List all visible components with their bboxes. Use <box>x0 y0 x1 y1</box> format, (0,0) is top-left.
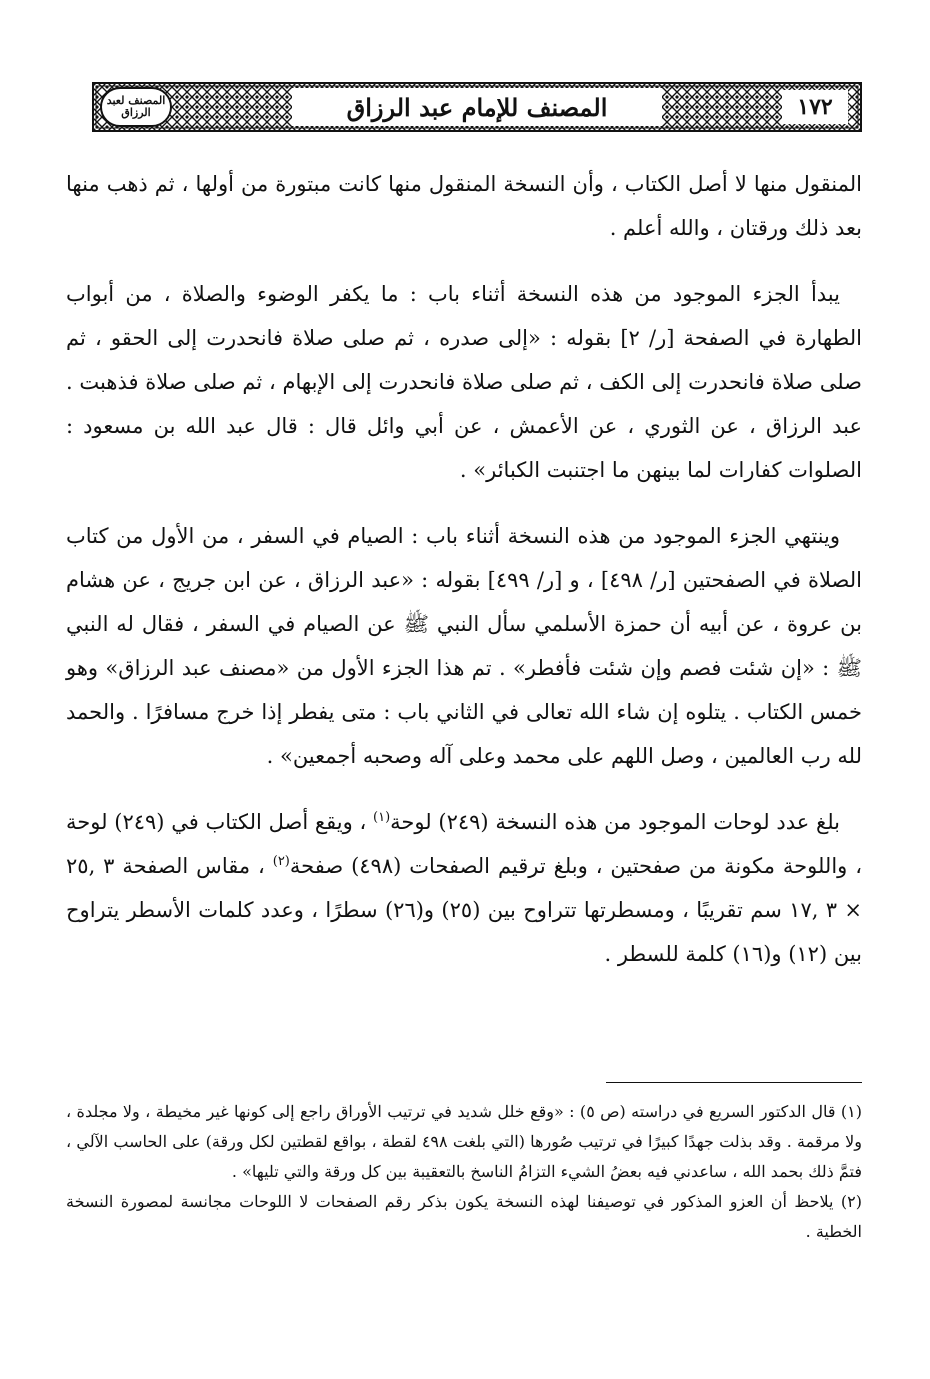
footnote-reference[interactable]: (١) <box>373 810 391 825</box>
paragraph: المنقول منها لا أصل الكتاب ، وأن النسخة المنقول منها كانت مبتورة من أولها ، ثم ذهب منها بعد ذلك ورقتان ، والله أعلم . <box>66 172 862 240</box>
paragraph <box>66 800 862 976</box>
paragraph: يبدأ الجزء الموجود من هذه النسخة أثناء باب : ما يكفر الوضوء والصلاة ، من أبواب الطهارة في الصفحة [ر/ ٢] بقوله : «إلى صدره ، ثم صلى صلاة فانحدرت إلى الحقو ، ثم صلى صلاة فانحدرت إلى الكف ، ثم صلى صلاة فانحدرت إلى الإبهام ، ثم صلى صلاة فذهبت . عبد الرزاق ، عن الثوري ، عن الأعمش ، عن أبي وائل قال : قال عبد الله بن مسعود : الصلوات كفارات لما بينهن ما اجتنبت الكبائر» . <box>66 282 863 482</box>
footnote: (٢) يلاحظ أن العزو المذكور في توصيفنا لهذه النسخة يكون بذكر رقم الصفحات لا اللوحات مجانسة لمصورة النسخة الخطية . <box>66 1192 862 1241</box>
footnote-reference[interactable]: (٢) <box>272 854 290 869</box>
paragraph-text: بلغ عدد لوحات الموجود من هذه النسخة (٢٤٩) لوحة <box>390 810 840 834</box>
publisher-seal <box>100 87 172 127</box>
paragraph-text: ، ويقع أصل الكتاب في (٢٤٩) لوحة ، واللوحة مكونة من صفحتين ، وبلغ ترقيم الصفحات (٤٩٨) صفحة <box>66 810 863 878</box>
page-header <box>92 82 862 132</box>
page-number: ١٧٢ <box>782 90 848 124</box>
footnote: (١) قال الدكتور السريع في دراسته (ص ٥) : «وقع خلل شديد في ترتيب الأوراق راجع إلى كونها غير مخيطة ، ولا مجلدة ، ولا مرقمة . وقد بذلت جهدًا كبيرًا في ترتيب صُورها (التي بلغت ٤٩٨ لقطة ، بواقع لقطتين لكل ورقة) على الحاسب الآلي ، فتمَّ ذلك بحمد الله ، ساعدني فيه بعضُ الشيء التزامُ الناسخ بالتعقيبة بين كل ورقة والتي تليها» . <box>66 1102 863 1181</box>
footnotes <box>66 1097 862 1247</box>
footnote-separator <box>606 1082 862 1083</box>
paragraph-text: ، مقاس الصفحة ٣ ,٢٥ × ٣ ,١٧ سم تقريبًا ، ومسطرتها تتراوح بين (٢٥) و(٢٦) سطرًا ، وعدد كلمات الأسطر يتراوح بين (١٢) و(١٦) كلمة للسطر . <box>66 854 862 966</box>
main-text <box>66 162 862 998</box>
running-title: المصنف للإمام عبد الرزاق <box>292 88 662 126</box>
paragraph: وينتهي الجزء الموجود من هذه النسخة أثناء باب : الصيام في السفر ، من الأول من كتاب الصلاة في الصفحتين [ر/ ٤٩٨] ، و [ر/ ٤٩٩] بقوله : «عبد الرزاق ، عن ابن جريج ، عن هشام بن عروة ، عن أبيه أن حمزة الأسلمي سأل النبي ﷺ عن الصيام في السفر ، فقال له النبي ﷺ : «إن شئت فصم وإن شئت فأفطر» . تم هذا الجزء الأول من «مصنف عبد الرزاق» وهو خمس الكتاب . يتلوه إن شاء الله تعالى في الثاني باب : متى يفطر إذا خرج مسافرًا . والحمد لله رب العالمين ، وصل اللهم على محمد وعلى آله وصحبه أجمعين» . <box>66 524 862 768</box>
seal-text: المصنف لعبد الرزاق <box>106 94 166 119</box>
